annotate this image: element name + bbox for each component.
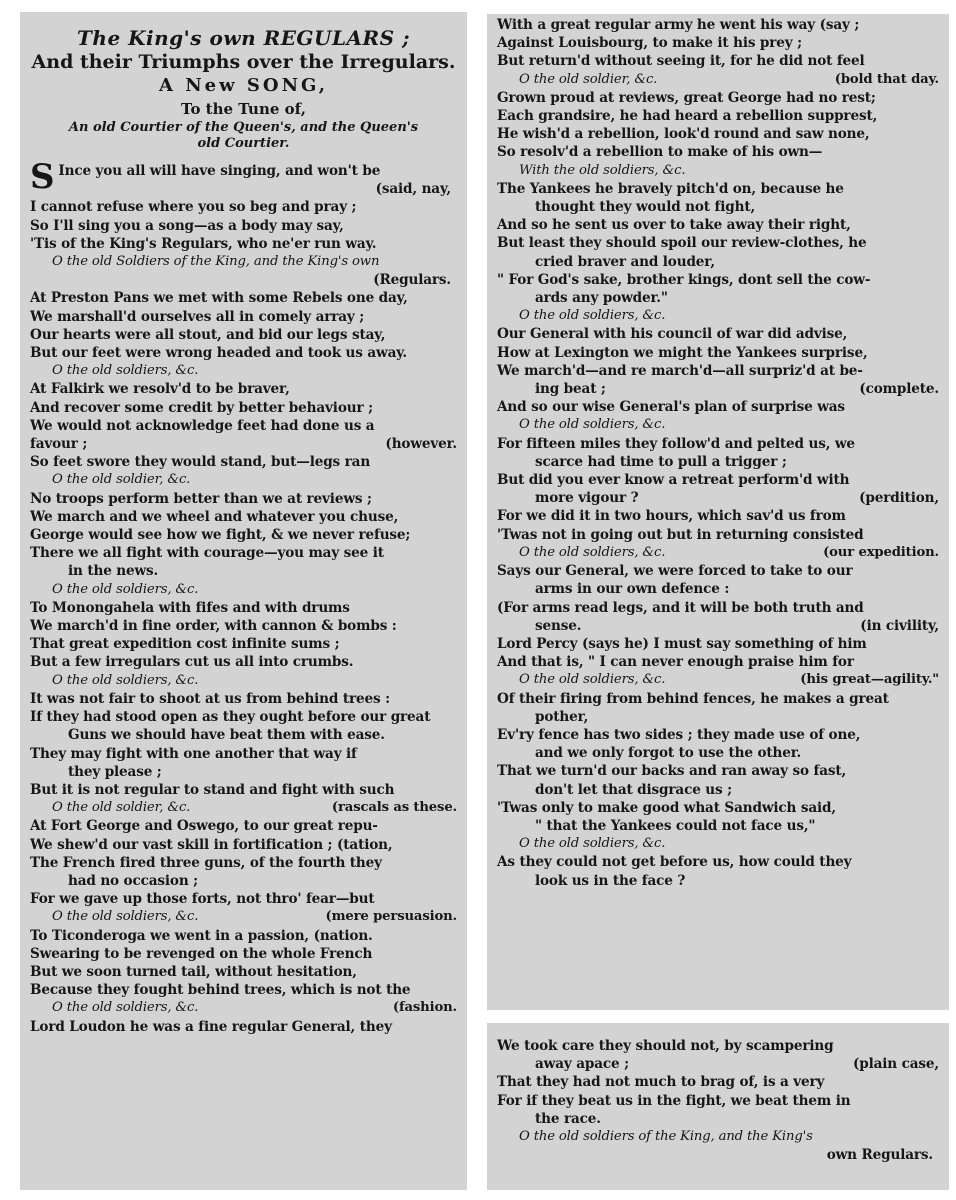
verse-line: Our hearts were all stout, and bid our legs stay, [30, 326, 386, 343]
verse-line: George would see how we fight, & we never refuse; [30, 527, 411, 544]
verse-line: 'Tis of the King's Regulars, who ne'er run way. [30, 235, 377, 252]
verse-line: And recover some credit by better behaviour ; [30, 399, 373, 416]
verse-line: We took care they should not, by scampering [497, 1038, 834, 1054]
verse-line: Against Louisbourg, to make it his prey ; [497, 35, 802, 52]
refrain-line: O the old soldier, &c. [52, 472, 191, 488]
refrain-line: O the old soldiers, &c. [52, 581, 199, 597]
verse-line: the race. [535, 1110, 601, 1127]
verse-line: For we gave up those forts, not thro' fear—but [30, 891, 375, 908]
verse-line: had no occasion ; [68, 872, 199, 889]
verse-line: (Regulars. [373, 272, 451, 289]
tune-name-1: An old Courtier of the Queen's, and the Queen's [68, 120, 419, 135]
verse-continuation: (in civility, [860, 617, 939, 634]
verse-line: Our General with his council of war did advise, [497, 326, 848, 343]
verse-line: But least they should spoil our review-clothes, he [497, 235, 867, 252]
song-label: A New SONG, [158, 75, 329, 96]
verse-line: Swearing to be revenged on the whole French [30, 945, 373, 962]
verse-line: cried braver and louder, [535, 253, 715, 270]
tune-name-2: old Courtier. [197, 136, 290, 151]
verse-line [30, 799, 457, 817]
verse-line: We would not acknowledge feet had done us a [30, 417, 375, 434]
verse-line: (said, nay, [375, 181, 451, 198]
left-column-clipping [20, 12, 467, 1190]
verse-line: At Preston Pans we met with some Rebels one day, [30, 290, 408, 307]
verse-text: O the old soldier, &c. [52, 800, 191, 816]
tune-label: To the Tune of, [181, 100, 306, 118]
verse-text: sense. [535, 617, 582, 634]
verse-text: O the old soldiers, &c. [52, 909, 199, 925]
verse-line: For if they beat us in the fight, we beat them in [497, 1092, 851, 1109]
verse-continuation: (mere persuasion. [325, 909, 457, 925]
verse-text: away apace ; [535, 1056, 629, 1073]
verse-line: There we all fight with courage—you may see it [30, 545, 384, 562]
verse-line: So resolv'd a rebellion to make of his own— [497, 144, 823, 161]
verse-line: But return'd without seeing it, for he did not feel [497, 53, 865, 70]
verse-line [497, 489, 939, 507]
verse-line: I cannot refuse where you so beg and pray ; [30, 199, 357, 216]
verse-line: We marshall'd ourselves all in comely array ; [30, 308, 365, 325]
left-column-verses [30, 157, 457, 1036]
verse-line: The French fired three guns, of the fourth they [30, 854, 382, 871]
refrain-line: O the old soldiers of the King, and the King's [519, 1129, 813, 1145]
verse-line: He wish'd a rebellion, look'd round and saw none, [497, 126, 870, 143]
verse-line [30, 999, 457, 1017]
verse-line: We march and we wheel and whatever you chuse, [30, 508, 399, 525]
verse-line [30, 435, 457, 453]
verse-line: Ev'ry fence has two sides ; they made use of one, [497, 726, 861, 743]
verse-line: Each grandsire, he had heard a rebellion supprest, [497, 108, 878, 125]
verse-line: But a few irregulars cut us all into crumbs. [30, 654, 354, 671]
verse-line: ards any powder." [535, 290, 668, 307]
verse-text: more vigour ? [535, 490, 639, 507]
verse-line [497, 380, 939, 398]
verse-line: And so our wise General's plan of surprise was [497, 399, 845, 416]
verse-line: they please ; [68, 763, 162, 780]
verse-text: ing beat ; [535, 381, 606, 398]
verse-line: own Regulars. [826, 1147, 933, 1164]
verse-line: They may fight with one another that way if [30, 745, 357, 762]
verse-line: " that the Yankees could not face us," [535, 817, 816, 834]
song-subtitle: And their Triumphs over the Irregulars. [31, 51, 456, 73]
verse-line: pother, [535, 708, 589, 725]
verse-line: As they could not get before us, how could they [497, 854, 852, 871]
verse-text: O the old soldiers, &c. [519, 544, 666, 560]
song-title: The King's own REGULARS ; [77, 26, 410, 50]
verse-continuation: (plain case, [852, 1056, 939, 1073]
refrain-line: O the old soldiers, &c. [52, 672, 199, 688]
verse-line: But it is not regular to stand and fight with such [30, 781, 395, 798]
final-stanza-verses [497, 1037, 939, 1164]
verse-line [30, 908, 457, 926]
verse-line: look us in the face ? [535, 872, 686, 889]
verse-line: That we turn'd our backs and ran away so fast, [497, 763, 847, 780]
verse-line: At Fort George and Oswego, to our great repu- [30, 818, 378, 835]
verse-line: If they had stood open as they ought before our great [30, 709, 431, 726]
verse-line: That they had not much to brag of, is a very [497, 1074, 825, 1091]
final-stanza-clipping [487, 1023, 949, 1190]
refrain-line: O the old soldiers, &c. [52, 363, 199, 379]
verse-line: No troops perform better than we at reviews ; [30, 490, 372, 507]
verse-line: So I'll sing you a song—as a body may say, [30, 217, 344, 234]
verse-line: It was not fair to shoot at us from behind trees : [30, 690, 390, 707]
verse-line: thought they would not fight, [535, 199, 756, 216]
verse-line: don't let that disgrace us ; [535, 781, 732, 798]
refrain-line: O the old soldiers, &c. [519, 836, 666, 852]
verse-text: O the old soldiers, &c. [519, 672, 666, 688]
verse-line [497, 617, 939, 635]
verse-line: Of their firing from behind fences, he makes a great [497, 690, 889, 707]
verse-line: For we did it in two hours, which sav'd us from [497, 508, 846, 525]
verse-continuation: (his great—agility." [800, 672, 939, 688]
verse-line: With a great regular army he went his way (say ; [497, 17, 860, 33]
verse-line [497, 671, 939, 689]
verse-line: and we only forgot to use the other. [535, 745, 802, 762]
verse-line: To Monongahela with fifes and with drums [30, 599, 350, 616]
verse-continuation: (rascals as these. [331, 800, 457, 816]
verse-line: But did you ever know a retreat perform'd with [497, 472, 850, 489]
refrain-line: With the old soldiers, &c. [519, 162, 686, 178]
verse-text: O the old soldier, &c. [519, 71, 658, 87]
verse-line: We march'd—and re march'd—all surpriz'd at be- [497, 362, 863, 379]
verse-line [497, 1055, 939, 1073]
verse-line: But our feet were wrong headed and took us away. [30, 345, 408, 362]
verse-continuation: (perdition, [859, 490, 939, 507]
verse-line: Guns we should have beat them with ease. [68, 727, 385, 744]
verse-line: scarce had time to pull a trigger ; [535, 453, 787, 470]
verse-continuation: (however. [385, 436, 457, 453]
verse-line: At Falkirk we resolv'd to be braver, [30, 381, 290, 398]
verse-line: We march'd in fine order, with cannon & bombs : [30, 618, 397, 635]
verse-line: We shew'd our vast skill in fortification ; (tation, [30, 836, 393, 853]
verse-line: To Ticonderoga we went in a passion, (nation. [30, 927, 373, 944]
verse-line: arms in our own defence : [535, 581, 730, 598]
verse-line: Grown proud at reviews, great George had no rest; [497, 89, 876, 106]
verse-continuation: (complete. [859, 381, 939, 398]
verse-line: The Yankees he bravely pitch'd on, because he [497, 180, 844, 197]
right-column-verses [497, 16, 939, 890]
verse-line: And so he sent us over to take away their right, [497, 217, 851, 234]
verse-text: O the old soldiers, &c. [52, 1000, 199, 1016]
verse-line: So feet swore they would stand, but—legs ran [30, 454, 371, 471]
right-column-clipping [487, 14, 949, 1010]
verse-line: Lord Percy (says he) I must say something of him [497, 635, 867, 652]
verse-line: Lord Loudon he was a fine regular General, they [30, 1018, 392, 1035]
drop-cap: S [30, 157, 55, 197]
verse-line: Says our General, we were forced to take to our [497, 563, 853, 580]
verse-line [497, 71, 939, 89]
verse-line: 'Twas only to make good what Sandwich said, [497, 799, 836, 816]
refrain-line: O the old soldiers, &c. [519, 417, 666, 433]
refrain-line: O the old soldiers, &c. [519, 308, 666, 324]
verse-line: And that is, " I can never enough praise him for [497, 654, 854, 671]
verse-continuation: (bold that day. [834, 71, 939, 87]
verse-continuation: (our expedition. [823, 544, 939, 560]
refrain-line: O the old Soldiers of the King, and the King's own [52, 254, 380, 270]
verse-line: That great expedition cost infinite sums ; [30, 636, 340, 653]
verse-line: For fifteen miles they follow'd and pelted us, we [497, 435, 855, 452]
verse-text: favour ; [30, 436, 88, 453]
verse-line [497, 544, 939, 562]
verse-line: Because they fought behind trees, which is not the [30, 982, 411, 999]
verse-line: (For arms read legs, and it will be both truth and [497, 599, 864, 616]
verse-text: Ince you all will have singing, and won't be [58, 163, 381, 179]
verse-line: 'Twas not in going out but in returning consisted [497, 526, 864, 543]
verse-line: But we soon turned tail, without hesitation, [30, 963, 357, 980]
verse-line: How at Lexington we might the Yankees surprise, [497, 344, 868, 361]
verse-line: in the news. [68, 563, 159, 580]
verse-line: " For God's sake, brother kings, dont sell the cow- [497, 271, 871, 288]
verse-continuation: (fashion. [392, 1000, 457, 1016]
